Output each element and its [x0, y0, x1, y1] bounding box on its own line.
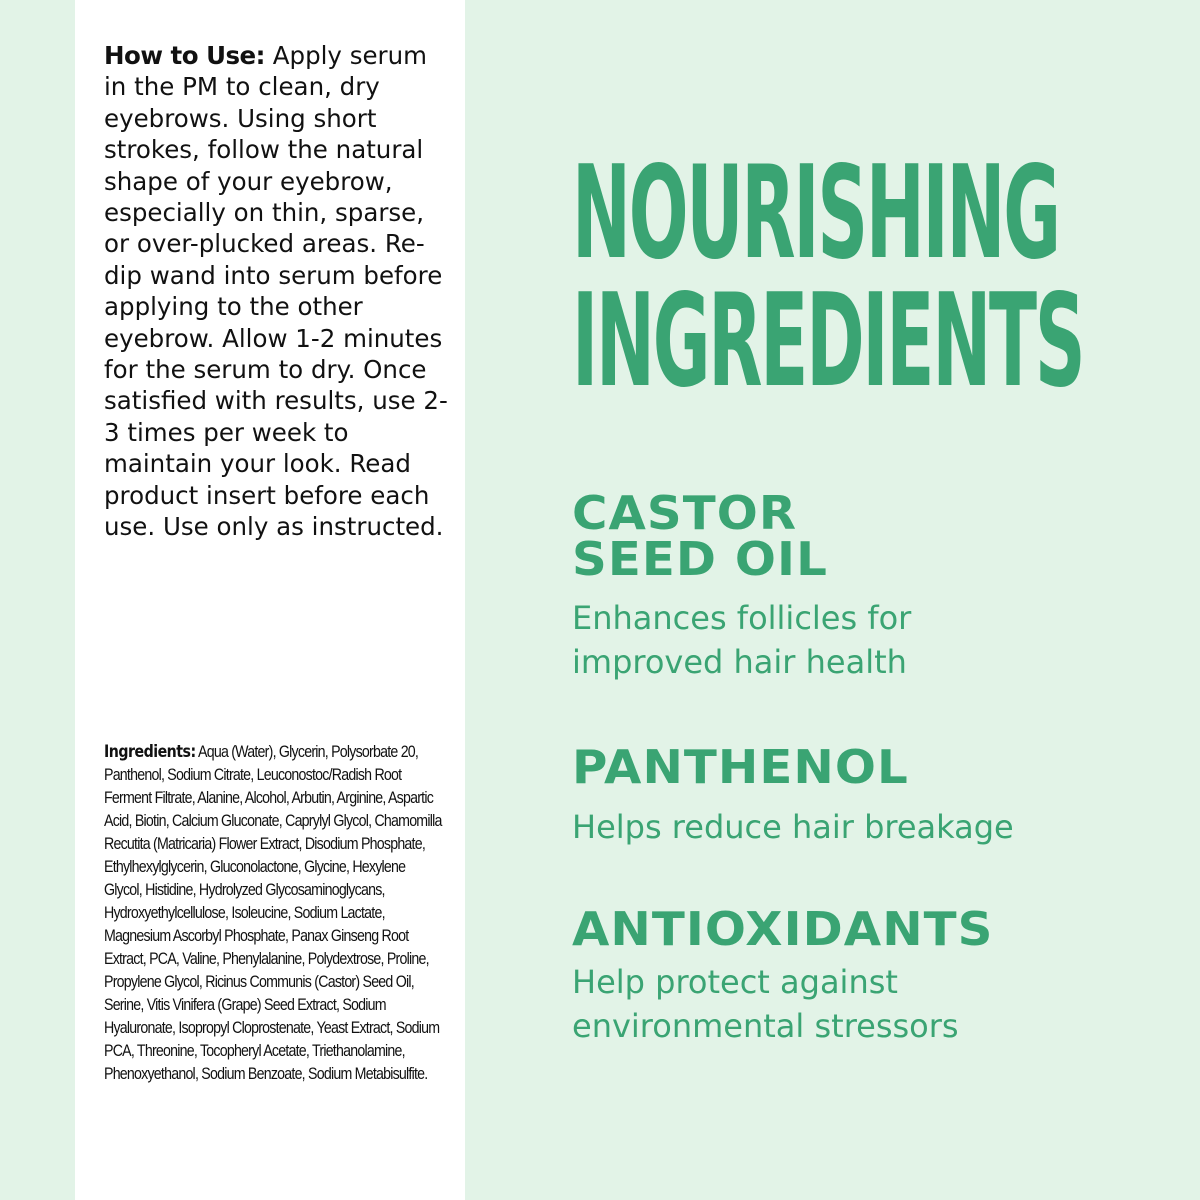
- benefit-desc-antioxidants: [572, 960, 959, 1048]
- how-to-use-body: Apply serum in the PM to clean, dry eyebrows. Using short strokes, follow the natural shape of your eyebrow, especially on thin, sparse, or over-plucked areas. Re-dip wand into serum before applying to the other eyebrow. Allow 1-2 minutes for the serum to dry. Once satisfied with results, use 2-3 times per week to maintain your look. Read product insert before each use. Use only as instructed.: [104, 41, 448, 542]
- headline-line-2: INGREDIENTS: [572, 267, 1084, 416]
- benefit-title-line-2: SEED OIL: [572, 532, 828, 586]
- benefit-desc-castor-seed-oil: [572, 596, 911, 684]
- benefit-title-line-1: CASTOR: [572, 486, 798, 540]
- benefit-desc-panthenol: Helps reduce hair breakage: [572, 808, 1014, 846]
- ingredients-list: [104, 740, 444, 1086]
- benefit-title-panthenol: PANTHENOL: [572, 740, 909, 794]
- headline-line-1: NOURISHING: [572, 139, 1059, 288]
- headline: [572, 139, 1084, 416]
- benefit-title-antioxidants: ANTIOXIDANTS: [572, 902, 994, 956]
- benefit-desc-line-2: improved hair health: [572, 643, 907, 681]
- benefit-desc-line-2: environmental stressors: [572, 1007, 959, 1045]
- benefit-title-castor-seed-oil: [572, 486, 828, 586]
- ingredients-body: Aqua (Water), Glycerin, Polysorbate 20, Panthenol, Sodium Citrate, Leuconostoc/Radish Root Ferment Filtrate, Alanine, Alcohol, Arbutin, Arginine, Aspartic Acid, Biotin, Calcium Gluconate, Caprylyl Glycol, Chamomilla Recutita (Matricaria) Flower Extract, Disodium Phosphate, Ethylhexylglycerin, Gluconolactone, Glycine, Hexylene Glycol, Histidine, Hydrolyzed Glycosaminoglycans, Hydroxyethylcellulose, Isoleucine, Sodium Lactate, Magnesium Ascorbyl Phosphate, Panax Ginseng Root Extract, PCA, Valine, Phenylalanine, Polydextrose, Proline, Propylene Glycol, Ricinus Communis (Castor) Seed Oil, Serine, Vitis Vinifera (Grape) Seed Extract, Sodium Hyaluronate, Isopropyl Cloprostenate, Yeast Extract, Sodium PCA, Threonine, Tocopheryl Acetate, Triethanolamine, Phenoxyethanol, Sodium Benzoate, Sodium Metabisulfite.: [104, 743, 442, 1083]
- benefit-desc-line-1: Help protect against: [572, 963, 898, 1001]
- how-to-use-text: [104, 40, 449, 543]
- ingredients-label: Ingredients:: [104, 742, 196, 761]
- how-to-use-label: How to Use:: [104, 41, 265, 70]
- benefit-desc-line-1: Enhances follicles for: [572, 599, 912, 637]
